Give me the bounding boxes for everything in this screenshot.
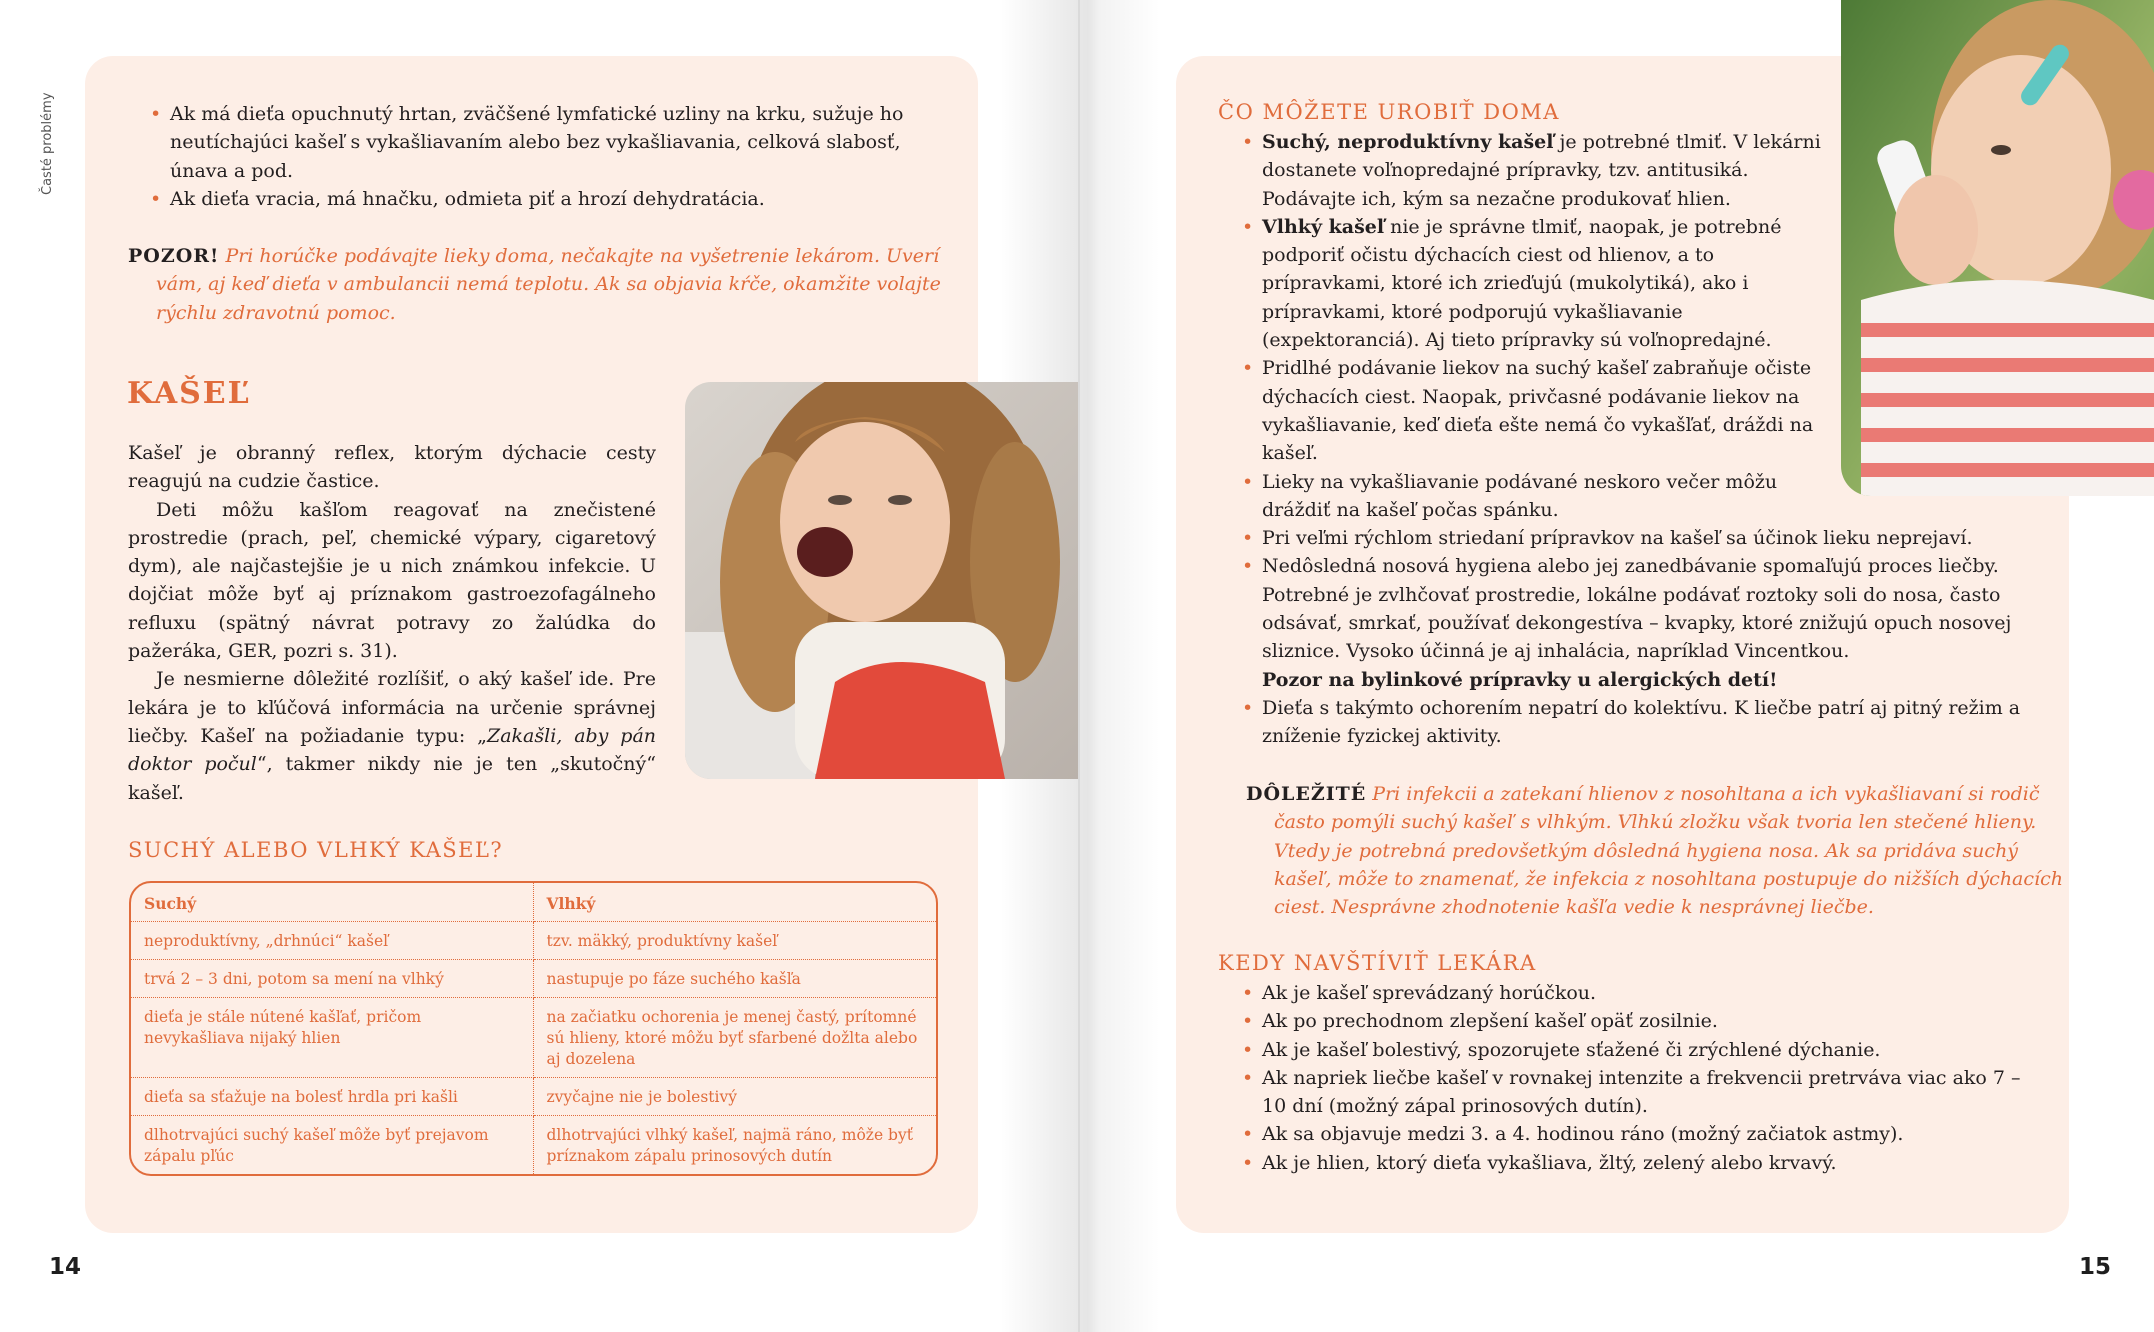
list-item: • Ak dieťa vracia, má hnačku, odmieta piť a hrozí dehydratácia. (150, 185, 910, 213)
coughing-girl-photo (685, 382, 1078, 779)
page-number-right: 15 (2079, 1254, 2112, 1280)
quote: Zakašli, aby pán doktor počul (128, 724, 657, 776)
list-item: • Nedôsledná nosová hygiena alebo jej zanedbávanie spomaľujú proces liečby. Potrebné je zvlhčovať prostredie, lokálne podávať roztoky soli do nosa, často odsávať, smrkať, používať dekongestíva – kvapky, ktoré znižujú opuch nosovej sliznice. Vysoko účinná je aj inhalácia, napríklad Vincentkou. Pozor na bylinkové prípravky u alergických detí! (1242, 552, 2030, 693)
page-number-left: 14 (49, 1254, 82, 1280)
intro-paragraph: Deti môžu kašľom reagovať na znečistené prostredie (prach, peľ, chemické výpary, cigaretový dym), ale najčastejšie je u nich známkou infekcie. U dojčiat môže byť aj príznakom gastroezofagálneho refluxu (spätný návrat potravy zo žalúdka do pažeráka, GER, pozri s. 31). (128, 498, 656, 663)
home-care-list (1242, 128, 2030, 751)
intro-paragraph: Kašeľ je obranný reflex, ktorým dýchacie cesty reagujú na cudzie častice. (128, 442, 656, 493)
list-item: • Ak sa objavuje medzi 3. a 4. hodinou ráno (možný začiatok astmy). (1242, 1120, 2032, 1148)
doctor-visit-list (1242, 979, 2032, 1177)
table-cell: tzv. mäkký, produktívny kašeľ (534, 922, 937, 960)
table-row (131, 1078, 936, 1116)
cough-intro (128, 439, 656, 807)
dolezite-label: DÔLEŽITÉ (1246, 783, 1367, 805)
list-item: • Ak je kašeľ bolestivý, spozorujete sťažené či zrýchlené dýchanie. (1242, 1036, 2032, 1064)
running-header: Časté problémy (40, 92, 55, 195)
pozor-label: POZOR! (128, 245, 220, 267)
coughing-girl-image (685, 382, 1078, 779)
column-header: Suchý (131, 883, 534, 922)
table-cell: dlhotrvajúci vlhký kašeľ, najmä ráno, môže byť príznakom zápalu prinosových dutín (546, 1126, 913, 1165)
table-cell: trvá 2 – 3 dni, potom sa mení na vlhký (131, 960, 534, 998)
table-cell: na začiatku ochorenia je menej častý, prítomné sú hlieny, ktoré môžu byť sfarbené dožlta alebo aj dozelena (534, 998, 937, 1078)
dolezite-note (1246, 780, 2064, 921)
table-header-row (131, 883, 936, 922)
table-cell: dieťa je stále nútené kašľať, pričom nevykašliava nijaký hlien (131, 998, 534, 1078)
table-cell: nastupuje po fáze suchého kašľa (534, 960, 937, 998)
doctor-visit-title: KEDY NAVŠTÍVIŤ LEKÁRA (1218, 951, 1537, 975)
subsection-title: SUCHÝ ALEBO VLHKÝ KAŠEĽ? (128, 838, 504, 862)
intro-paragraph: Je nesmierne dôležité rozlíšiť, o aký kašeľ ide. Pre lekára je to kľúčová informácia na určenie správnej liečby. Kašeľ na požiadanie typu: „Zakašli, aby pán doktor počul“, takmer nikdy nie je ten „skutočný“ kašeľ. (128, 668, 657, 804)
table-row (131, 960, 936, 998)
list-item: • Ak je kašeľ sprevádzaný horúčkou. (1242, 979, 2032, 1007)
table-row (131, 922, 936, 960)
list-item: • Suchý, neproduktívny kašeľ je potrebné tlmiť. V lekárni dostanete voľnopredajné prípravky, tzv. antitusiká. Podávajte ich, kým sa nezačne produkovať hlien. (1242, 128, 1832, 213)
table-cell: dieťa sa sťažuje na bolesť hrdla pri kašli (131, 1078, 534, 1116)
list-item: • Ak napriek liečbe kašeľ v rovnakej intenzite a frekvencii pretrváva viac ako 7 – 10 dní (možný zápal prinosových dutín). (1242, 1064, 2032, 1121)
list-item: • Pridlhé podávanie liekov na suchý kašeľ zabraňuje očiste dýchacích ciest. Naopak, privčasné podávanie liekov na vykašliavanie, keď dieťa ešte nemá čo vykašľať, dráždi na kašeľ. (1242, 354, 1832, 467)
list-item: • Ak je hlien, ktorý dieťa vykašliava, žltý, zelený alebo krvavý. (1242, 1149, 2032, 1177)
pozor-note (128, 242, 966, 327)
list-item: • Pri veľmi rýchlom striedaní prípravkov na kašeľ sa účinok lieku neprejaví. (1242, 524, 2030, 552)
table-cell: dlhotrvajúci suchý kašeľ môže byť prejavom zápalu pľúc (131, 1116, 534, 1174)
pozor-text: Pri horúčke podávajte lieky doma, nečakajte na vyšetrenie lekárom. Uverí vám, aj keď dieťa v ambulancii nemá teplotu. Ak sa objavia kŕče, okamžite volajte rýchlu zdravotnú pomoc. (156, 245, 941, 324)
table-row (131, 1116, 936, 1174)
home-care-title: ČO MÔŽETE UROBIŤ DOMA (1218, 100, 1560, 124)
list-item: • Ak má dieťa opuchnutý hrtan, zväčšené lymfatické uzliny na krku, sužuje ho neutíchajúci kašeľ s vykašliavaním alebo bez vykašliavania, celková slabosť, únava a pod. (150, 100, 910, 185)
table-row (131, 998, 936, 1078)
list-item: • Ak po prechodnom zlepšení kašeľ opäť zosilnie. (1242, 1007, 2032, 1035)
book-gutter (1078, 0, 1080, 1332)
list-item: • Dieťa s takýmto ochorením nepatrí do kolektívu. K liečbe patrí aj pitný režim a zníženie fyzickej aktivity. (1242, 694, 2030, 751)
section-title: KAŠEĽ (127, 376, 251, 411)
dolezite-text: Pri infekcii a zatekaní hlienov z nosohltana a ich vykašliavaní si rodič často pomýli suchý kašeľ s vlhkým. Vlhkú zložku však tvoria len stečené hlieny. Vtedy je potrebná predovšetkým dôsledná hygiena nosa. Ak sa pridáva suchý kašeľ, môže to znamenať, že infekcia z nosohltana postupuje do nižších dýchacích ciest. Nesprávne zhodnotenie kašľa vedie k nesprávnej liečbe. (1274, 783, 2063, 919)
cough-comparison-table (129, 881, 938, 1176)
list-item: • Lieky na vykašliavanie podávané neskoro večer môžu dráždiť na kašeľ počas spánku. (1242, 468, 1832, 525)
table-cell: neproduktívny, „drhnúci“ kašeľ (131, 922, 534, 960)
list-item: • Vlhký kašeľ nie je správne tlmiť, naopak, je potrebné podporiť očistu dýchacích ciest od hlienov, a to prípravkami, ktoré ich zrieďujú (mukolytiká), ako i prípravkami, ktoré podporujú vykašliavanie (expektoranciá). Aj tieto prípravky sú voľnopredajné. (1242, 213, 1832, 354)
column-header: Vlhký (534, 883, 937, 922)
warning-bullets (150, 100, 910, 213)
table-cell: zvyčajne nie je bolestivý (534, 1078, 937, 1116)
